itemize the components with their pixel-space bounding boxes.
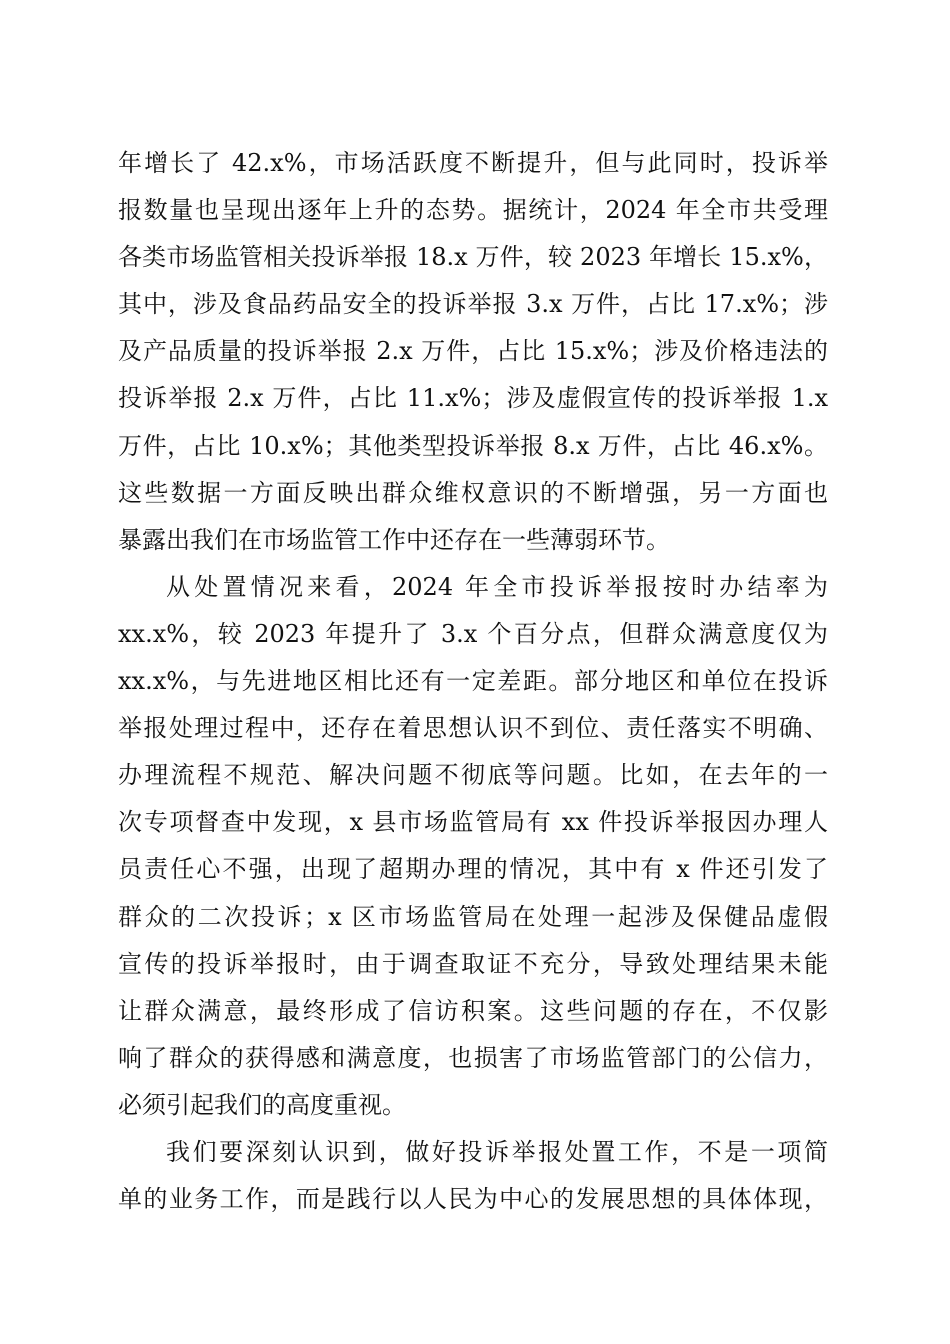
text-line: 年增长了 42.x%，市场活跃度不断提升，但与此同时，投诉举 <box>118 149 828 177</box>
text-line: xx.x%，较 2023 年提升了 3.x 个百分点，但群众满意度仅为 <box>118 619 828 648</box>
text-line: 其中，涉及食品药品安全的投诉举报 3.x 万件，占比 17.x%；涉 <box>118 290 828 319</box>
text-line: 单的业务工作，而是践行以人民为中心的发展思想的具体体现， <box>118 1185 828 1214</box>
text-line: 宣传的投诉举报时，由于调查取证不充分，导致处理结果未能 <box>118 949 828 978</box>
text-line: 投诉举报 2.x 万件，占比 11.x%；涉及虚假宣传的投诉举报 1.x <box>118 384 828 413</box>
text-line: 报数量也呈现出逐年上升的态势。据统计，2024 年全市共受理 <box>118 196 828 225</box>
paragraph-1 <box>118 140 828 564</box>
text-line: 办理流程不规范、解决问题不彻底等问题。比如，在去年的一 <box>118 761 828 790</box>
text-line: 这些数据一方面反映出群众维权意识的不断增强，另一方面也 <box>118 478 828 507</box>
text-line: 暴露出我们在市场监管工作中还存在一些薄弱环节。 <box>118 525 670 554</box>
body-text <box>118 140 828 1223</box>
paragraph-2 <box>118 564 828 1129</box>
text-line: 我们要深刻认识到，做好投诉举报处置工作，不是一项简 <box>166 1137 828 1166</box>
text-line: 群众的二次投诉；x 区市场监管局在处理一起涉及保健品虚假 <box>118 902 828 931</box>
text-line: 各类市场监管相关投诉举报 18.x 万件，较 2023 年增长 15.x%， <box>118 243 828 272</box>
text-line: 次专项督查中发现，x 县市场监管局有 xx 件投诉举报因办理人 <box>118 808 828 837</box>
text-line: 员责任心不强，出现了超期办理的情况，其中有 x 件还引发了 <box>118 855 828 884</box>
text-line: 从处置情况来看，2024 年全市投诉举报按时办结率为 <box>166 572 828 601</box>
text-line: xx.x%，与先进地区相比还有一定差距。部分地区和单位在投诉 <box>118 667 828 696</box>
text-line: 必须引起我们的高度重视。 <box>118 1090 406 1119</box>
paragraph-3 <box>118 1129 828 1223</box>
text-line: 让群众满意，最终形成了信访积案。这些问题的存在，不仅影 <box>118 996 828 1025</box>
text-line: 万件，占比 10.x%；其他类型投诉举报 8.x 万件，占比 46.x%。 <box>118 431 828 460</box>
text-line: 举报处理过程中，还存在着思想认识不到位、责任落实不明确、 <box>118 714 828 743</box>
text-line: 响了群众的获得感和满意度，也损害了市场监管部门的公信力， <box>118 1043 828 1072</box>
text-line: 及产品质量的投诉举报 2.x 万件，占比 15.x%；涉及价格违法的 <box>118 337 828 366</box>
